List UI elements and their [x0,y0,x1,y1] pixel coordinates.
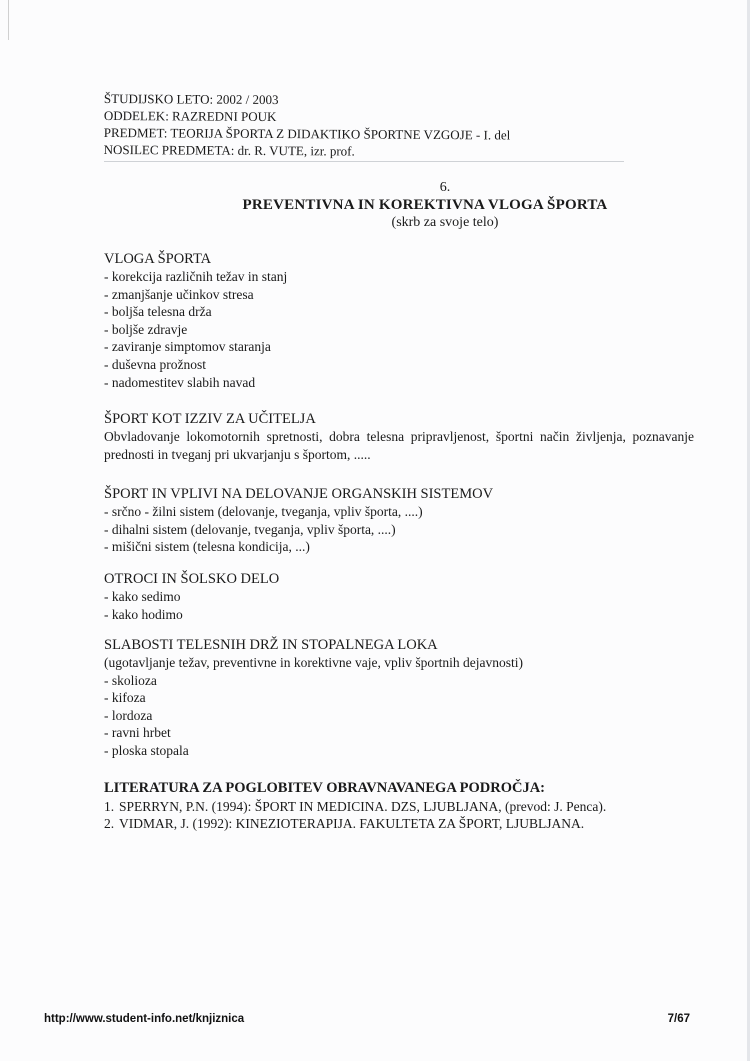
list-item: - duševna prožnost [104,356,206,372]
literature-number: 1. [104,798,115,814]
literature-number: 2. [104,816,115,832]
list-item: - boljša telesna drža [104,304,212,320]
list-item: - kako sedimo [104,589,181,604]
literature-title: LITERATURA ZA POGLOBITEV OBRAVNAVANEGA PODROČJA: [104,780,545,796]
chapter-subtitle: (skrb za svoje telo) [391,215,499,230]
section-title: ŠPORT IN VPLIVI NA DELOVANJE ORGANSKIH SISTEMOV [104,486,494,502]
list-item: - kako hodimo [104,606,183,622]
chapter-number: 6. [439,180,451,195]
literature-text: SPERRYN, P.N. (1994): ŠPORT IN MEDICINA. DZS, LJUBLJANA, (prevod: J. Penca). [119,798,607,814]
chapter-heading: PREVENTIVNA IN KOREKTIVNA VLOGA ŠPORTA [242,197,608,213]
section-slabosti [104,636,523,760]
course-header [104,90,511,160]
department: ODDELEK: RAZREDNI POUK [103,107,277,125]
list-item: - korekcija različnih težav in stanj [104,269,288,284]
literature-item [104,798,719,816]
list-item: - ravni hrbet [104,725,171,741]
list-item: - srčno - žilni sistem (delovanje, tveganja, vpliv športa, ....) [104,504,423,519]
literature-text: VIDMAR, J. (1992): KINEZIOTERAPIJA. FAKULTETA ZA ŠPORT, LJUBLJANA. [119,816,585,832]
scan-edge [8,0,9,40]
list-item: - mišični sistem (telesna kondicija, ...) [104,539,310,555]
section-otroci [104,570,279,623]
list-item: - nadomestitev slabih navad [104,374,256,390]
section-title: OTROCI IN ŠOLSKO DELO [104,571,280,587]
section-note: (ugotavljanje težav, preventivne in korektivne vaje, vpliv športnih dejavnosti) [104,655,524,670]
list-item: - ploska stopala [104,742,189,758]
section-vloga [104,250,287,391]
list-item: - lordoza [104,707,153,723]
section-izziv [104,410,694,463]
subject: PREDMET: TEORIJA ŠPORTA Z DIDAKTIKO ŠPORTNE VZGOJE - I. del [103,124,511,143]
section-literature [104,780,719,833]
list-item: - zaviranje simptomov staranja [104,339,271,355]
section-title: ŠPORT KOT IZZIV ZA UČITELJA [104,411,316,427]
list-item: - boljše zdravje [104,321,188,337]
section-title: SLABOSTI TELESNIH DRŽ IN STOPALNEGA LOKA [104,637,438,653]
list-item: - kifoza [104,690,146,706]
page-number: 7/67 [667,1013,690,1025]
list-item: - dihalni sistem (delovanje, tveganja, vpliv športa, ....) [104,521,396,537]
list-item: - skolioza [104,672,157,688]
lecturer: NOSILEC PREDMETA: dr. R. VUTE, izr. prof. [103,141,355,159]
section-paragraph: Obvladovanje lokomotornih spretnosti, dobra telesna pripravljenost, športni način življenja, poznavanje prednosti in tveganj pri ukvarjanju s športom, ..... [104,429,694,462]
section-sistemi [104,485,493,556]
section-title: VLOGA ŠPORTA [104,251,212,267]
header-divider [104,161,624,162]
footer-url[interactable]: http://www.student-info.net/knjiznica [44,1013,245,1025]
literature-item [104,815,719,833]
list-item: - zmanjšanje učinkov stresa [104,286,254,302]
chapter-title-block [0,180,750,231]
study-year: ŠTUDIJSKO LETO: 2002 / 2003 [103,90,279,108]
